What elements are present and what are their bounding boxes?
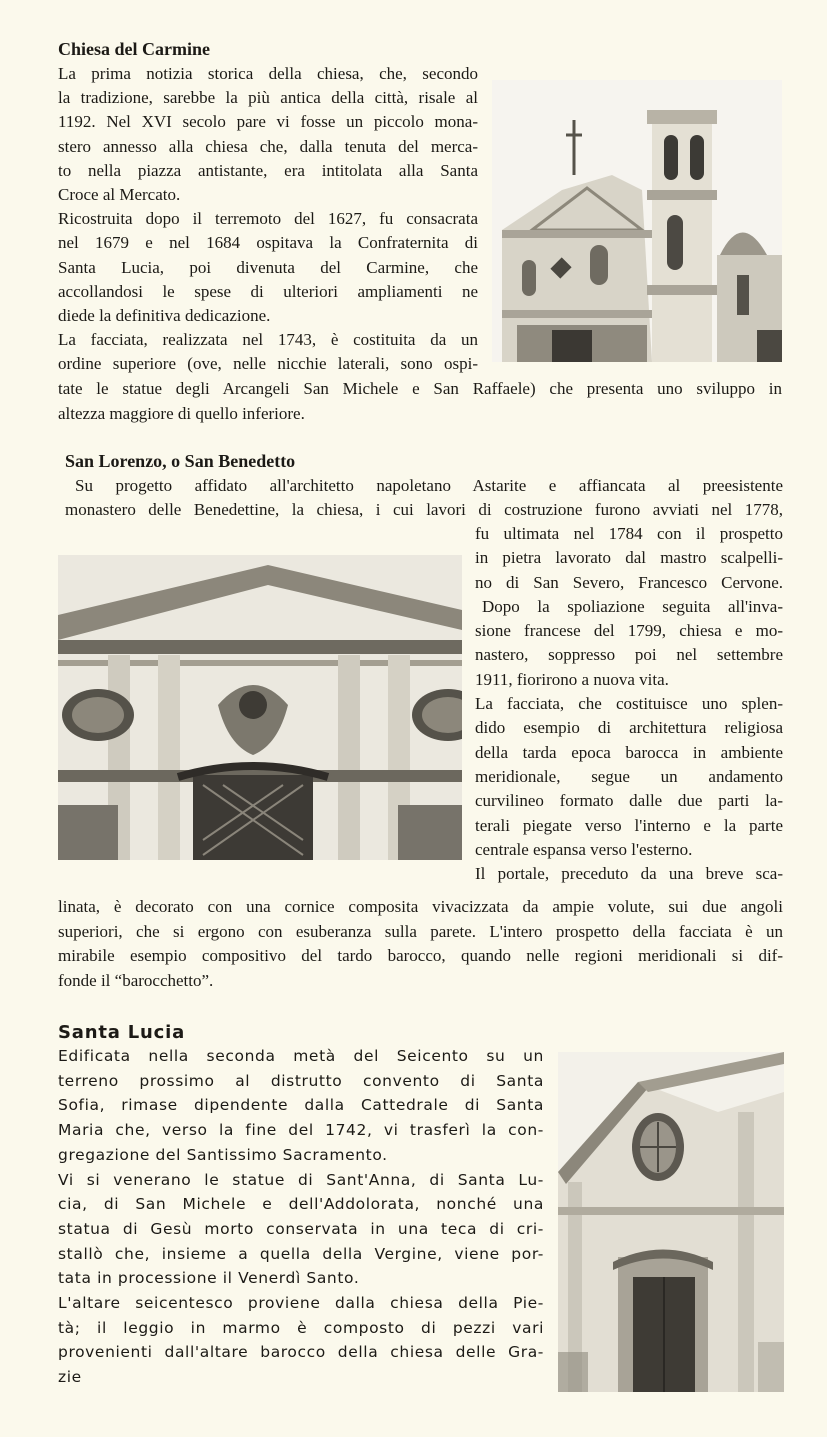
text-line: nel 1679 e nel 1684 ospitava la Confraternita di — [58, 233, 478, 253]
text-line: meridionale, segue un andamento — [475, 766, 783, 786]
carmine-text-narrow — [58, 62, 478, 377]
text-line: mirabile esempio compositivo del tardo barocco, quando nelle regioni meridionali si dif- — [58, 946, 783, 966]
photo-chiesa-del-carmine — [492, 80, 782, 362]
text-line: no di San Severo, Francesco Cervone. — [475, 572, 783, 592]
text-line: dido esempio di architettura religiosa — [475, 718, 783, 738]
san-lorenzo-text-top — [65, 474, 783, 523]
text-line: tà; il leggio in marmo è composto di pezzi vari — [58, 1318, 544, 1337]
section-title-carmine: Chiesa del Carmine — [58, 39, 210, 59]
text-line: accollandosi le spese di ulteriori ampliamenti ne — [58, 281, 478, 301]
text-line: Dopo la spoliazione seguita all'inva- — [482, 596, 783, 616]
santa-lucia-text — [58, 1044, 544, 1390]
text-line: cia, di San Michele e dell'Addolorata, nonché una — [58, 1195, 544, 1214]
text-line: curvilineo formato dalle due parti la- — [475, 791, 783, 811]
text-line: zie — [58, 1368, 82, 1387]
text-line: in pietra lavorato dal mastro scalpelli- — [475, 548, 783, 568]
text-line: monastero delle Benedettine, la chiesa, i cui lavori di costruzione furono avviati nel 1778, — [65, 500, 783, 520]
text-line: Sofia, rimase dipendente dalla Cattedrale di Santa — [58, 1096, 544, 1115]
text-line: nastero, soppresso poi nel settembre — [475, 645, 783, 665]
text-line: tata in processione il Venerdì Santo. — [58, 1269, 360, 1288]
text-line: gregazione del Santissimo Sacramento. — [58, 1145, 388, 1164]
text-line: provenienti dall'altare barocco della chiesa delle Gra- — [58, 1343, 544, 1362]
photo-santa-lucia-church — [558, 1052, 784, 1392]
text-line: terali piegate verso l'interno e la parte — [475, 815, 783, 835]
text-line: superiori, che si ergono con esuberanza sulla parete. L'intero prospetto della facciata è un — [58, 921, 783, 941]
section-title-san-lorenzo: San Lorenzo, o San Benedetto — [65, 451, 296, 471]
text-line: Il portale, preceduto da una breve sca- — [475, 864, 783, 884]
text-line: fonde il “barocchetto”. — [58, 970, 214, 990]
text-line: Edificata nella seconda metà del Seicento su un — [58, 1047, 544, 1065]
text-line: to nella piazza antistante, era intitolata alla Santa — [58, 160, 478, 180]
san-lorenzo-text-right — [475, 522, 783, 886]
text-line: 1192. Nel XVI secolo pare vi fosse un piccolo mona- — [58, 112, 478, 132]
carmine-text-wide — [58, 377, 782, 426]
text-line: fu ultimata nel 1784 con il prospetto — [475, 524, 783, 543]
text-line: Santa Lucia, poi divenuta del Carmine, che — [58, 257, 478, 277]
text-line: diede la definitiva dedicazione. — [58, 306, 271, 326]
text-line: stero annesso alla chiesa che, dalla tenuta del merca- — [58, 136, 478, 156]
photo-san-lorenzo-facade — [58, 555, 462, 860]
text-line: sione francese del 1799, chiesa e mo- — [475, 621, 783, 641]
text-line: ordine superiore (ove, nelle nicchie laterali, sono ospi- — [58, 354, 478, 374]
text-line: terreno prossimo al distrutto convento di Santa — [58, 1071, 544, 1090]
text-line: della tarda epoca barocca in ambiente — [475, 742, 783, 762]
text-line: tate le statue degli Arcangeli San Michele e San Raffaele) che presenta uno sviluppo in — [58, 379, 782, 398]
text-line: La facciata, che costituisce uno splen- — [475, 694, 783, 714]
section-title-santa-lucia: Santa Lucia — [58, 1022, 186, 1043]
text-line: la tradizione, sarebbe la più antica della città, risale al — [58, 88, 478, 108]
text-line: 1911, fiorirono a nuova vita. — [475, 669, 669, 689]
text-line: Ricostruita dopo il terremoto del 1627, fu consacrata — [58, 209, 478, 229]
text-line: Maria che, verso la fine del 1742, vi trasferì la con- — [58, 1121, 544, 1140]
text-line: La facciata, realizzata nel 1743, è costituita da un — [58, 330, 478, 350]
text-line: stallò che, insieme a quella della Vergine, viene por- — [58, 1244, 544, 1263]
text-line: statua di Gesù morto conservata in una teca di cri- — [58, 1219, 544, 1238]
text-line: linata, è decorato con una cornice composita vivacizzata da ampie volute, sui due angoli — [58, 897, 783, 916]
text-line: Su progetto affidato all'architetto napoletano Astarite e affiancata al preesistente — [75, 476, 783, 495]
text-line: La prima notizia storica della chiesa, che, secondo — [58, 64, 478, 83]
text-line: centrale espansa verso l'esterno. — [475, 839, 693, 859]
text-line: L'altare seicentesco proviene dalla chiesa della Pie- — [58, 1294, 544, 1313]
text-line: Vi si venerano le statue di Sant'Anna, di Santa Lu- — [58, 1170, 544, 1189]
text-line: altezza maggiore di quello inferiore. — [58, 403, 305, 423]
san-lorenzo-text-bottom — [58, 895, 783, 993]
text-line: Croce al Mercato. — [58, 185, 181, 205]
